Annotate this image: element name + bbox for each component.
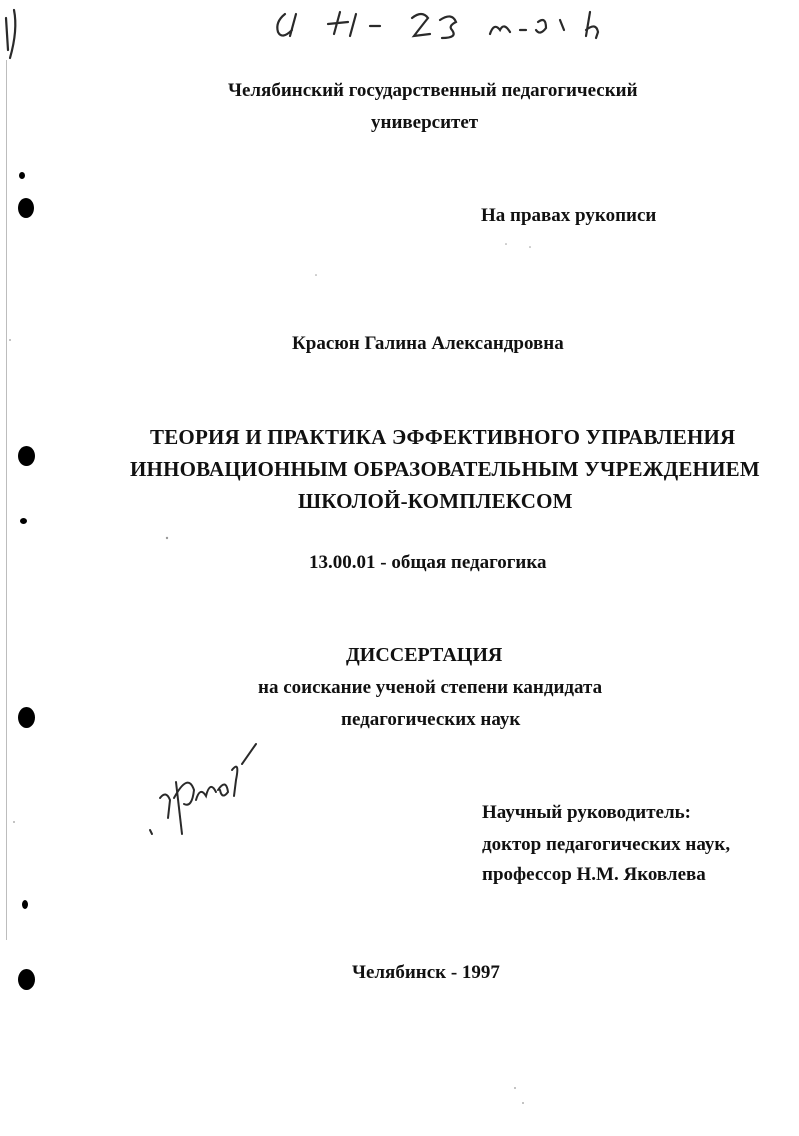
degree-line1: на соискание ученой степени кандидата: [258, 677, 603, 698]
document-type-heading: ДИССЕРТАЦИЯ: [346, 644, 503, 666]
archive-number-handwriting: [6, 10, 598, 58]
institution-name-line2: университет: [371, 112, 479, 133]
dissertation-title-line1: ТЕОРИЯ И ПРАКТИКА ЭФФЕКТИВНОГО УПРАВЛЕНИЯ: [150, 425, 736, 449]
supervisor-name: профессор Н.М. Яковлева: [482, 864, 706, 885]
institution-name-line1: Челябинский государственный педагогический: [228, 80, 638, 101]
dissertation-title-line3: ШКОЛОЙ-КОМПЛЕКСОМ: [298, 489, 573, 513]
specialty-code: 13.00.01 - общая педагогика: [309, 552, 547, 573]
city-year: Челябинск - 1997: [352, 962, 500, 983]
dissertation-title-line2: ИННОВАЦИОННЫМ ОБРАЗОВАТЕЛЬНЫМ УЧРЕЖДЕНИЕМ: [130, 457, 760, 481]
manuscript-rights-note: На правах рукописи: [481, 205, 657, 226]
degree-line2: педагогических наук: [341, 709, 521, 730]
author-name: Красюн Галина Александровна: [292, 333, 564, 354]
supervisor-degree: доктор педагогических наук,: [482, 834, 731, 855]
signature-handwriting: [150, 744, 256, 834]
supervisor-label: Научный руководитель:: [482, 802, 691, 823]
